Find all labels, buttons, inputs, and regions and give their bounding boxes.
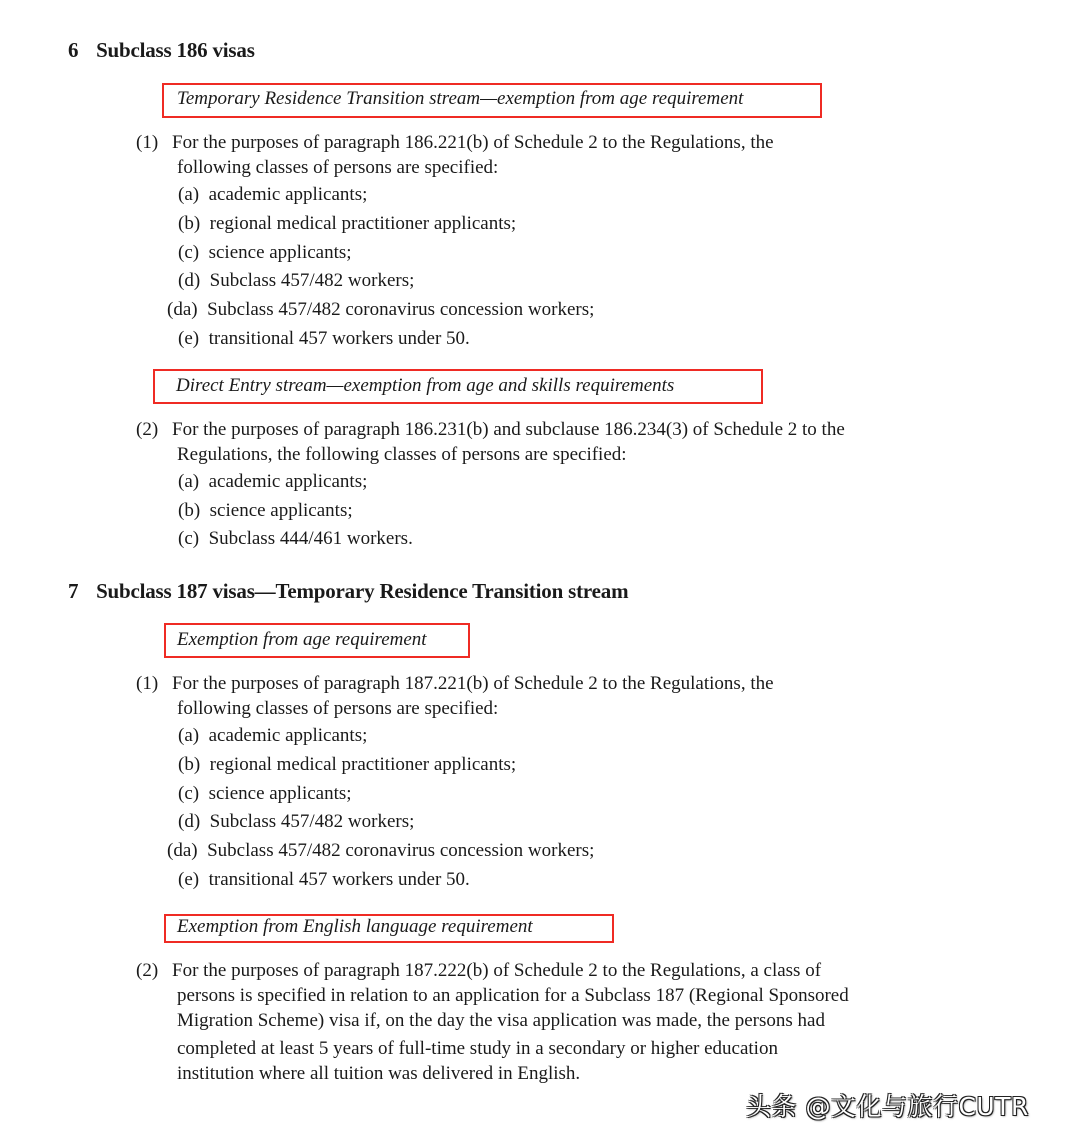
item-label: (d) [178, 811, 201, 832]
item-label: (a) [178, 184, 200, 205]
list-item [178, 184, 367, 206]
paragraph-label: (1) [136, 673, 159, 694]
item-text: science applicants; [209, 500, 353, 521]
paragraph-text: For the purposes of paragraph 186.231(b) and subclause 186.234(3) of Schedule 2 to the [172, 419, 845, 440]
list-item [178, 869, 470, 891]
item-label: (b) [178, 754, 201, 775]
item-label: (da) [167, 840, 198, 861]
section-number: 6 [68, 38, 79, 62]
item-text: Subclass 457/482 workers; [209, 811, 415, 832]
item-text: academic applicants; [208, 184, 368, 205]
section-6-heading [68, 38, 255, 63]
list-item [178, 500, 353, 522]
item-label: (e) [178, 328, 200, 349]
boxed-subheading: Temporary Residence Transition stream—exemption from age requirement [177, 88, 744, 109]
item-text: Subclass 457/482 coronavirus concession workers; [207, 299, 595, 320]
boxed-subheading: Direct Entry stream—exemption from age and skills requirements [176, 375, 675, 396]
section-number: 7 [68, 579, 79, 603]
paragraph-text: following classes of persons are specified: [177, 698, 499, 719]
paragraph-text: institution where all tuition was delivered in English. [177, 1063, 581, 1084]
paragraph-text: Regulations, the following classes of persons are specified: [177, 444, 627, 465]
section-7-heading [68, 579, 628, 604]
paragraph-text: Migration Scheme) visa if, on the day the visa application was made, the persons had [177, 1010, 825, 1031]
list-item [178, 725, 367, 747]
item-label: (e) [178, 869, 200, 890]
list-item [178, 213, 516, 235]
list-item [178, 528, 413, 550]
item-text: Subclass 444/461 workers. [208, 528, 413, 549]
list-item [178, 471, 367, 493]
item-label: (b) [178, 500, 201, 521]
item-text: Subclass 457/482 coronavirus concession workers; [207, 840, 595, 861]
item-text: academic applicants; [208, 471, 368, 492]
list-item [167, 299, 594, 321]
list-item [167, 840, 594, 862]
paragraph-text: For the purposes of paragraph 187.221(b) of Schedule 2 to the Regulations, the [172, 673, 774, 694]
list-item [178, 242, 352, 264]
list-item [178, 270, 414, 292]
item-text: transitional 457 workers under 50. [208, 869, 470, 890]
paragraph-text: completed at least 5 years of full-time study in a secondary or higher education [177, 1038, 778, 1059]
paragraph-label: (2) [136, 960, 159, 981]
section-title: Subclass 187 visas—Temporary Residence Transition stream [96, 579, 629, 603]
paragraph-text: For the purposes of paragraph 186.221(b) of Schedule 2 to the Regulations, the [172, 132, 774, 153]
item-label: (da) [167, 299, 198, 320]
list-item [178, 328, 470, 350]
paragraph-text: following classes of persons are specified: [177, 157, 499, 178]
boxed-subheading: Exemption from English language requirement [177, 916, 533, 937]
item-text: Subclass 457/482 workers; [209, 270, 415, 291]
boxed-subheading: Exemption from age requirement [177, 629, 427, 650]
section-title: Subclass 186 visas [96, 38, 255, 62]
item-label: (c) [178, 528, 200, 549]
item-label: (c) [178, 783, 200, 804]
paragraph-text: persons is specified in relation to an application for a Subclass 187 (Regional Sponsored [177, 985, 849, 1006]
item-text: science applicants; [208, 783, 352, 804]
paragraph-text: For the purposes of paragraph 187.222(b) of Schedule 2 to the Regulations, a class of [172, 960, 822, 981]
item-label: (b) [178, 213, 201, 234]
list-item [178, 811, 414, 833]
watermark-text: 头条 @文化与旅行CUTR [746, 1092, 1029, 1121]
paragraph-label: (1) [136, 132, 159, 153]
item-label: (c) [178, 242, 200, 263]
list-item [178, 754, 516, 776]
item-label: (a) [178, 471, 200, 492]
item-text: academic applicants; [208, 725, 368, 746]
item-label: (d) [178, 270, 201, 291]
item-text: regional medical practitioner applicants; [209, 754, 517, 775]
list-item [178, 783, 352, 805]
item-text: science applicants; [208, 242, 352, 263]
item-label: (a) [178, 725, 200, 746]
item-text: regional medical practitioner applicants; [209, 213, 517, 234]
item-text: transitional 457 workers under 50. [208, 328, 470, 349]
paragraph-label: (2) [136, 419, 159, 440]
